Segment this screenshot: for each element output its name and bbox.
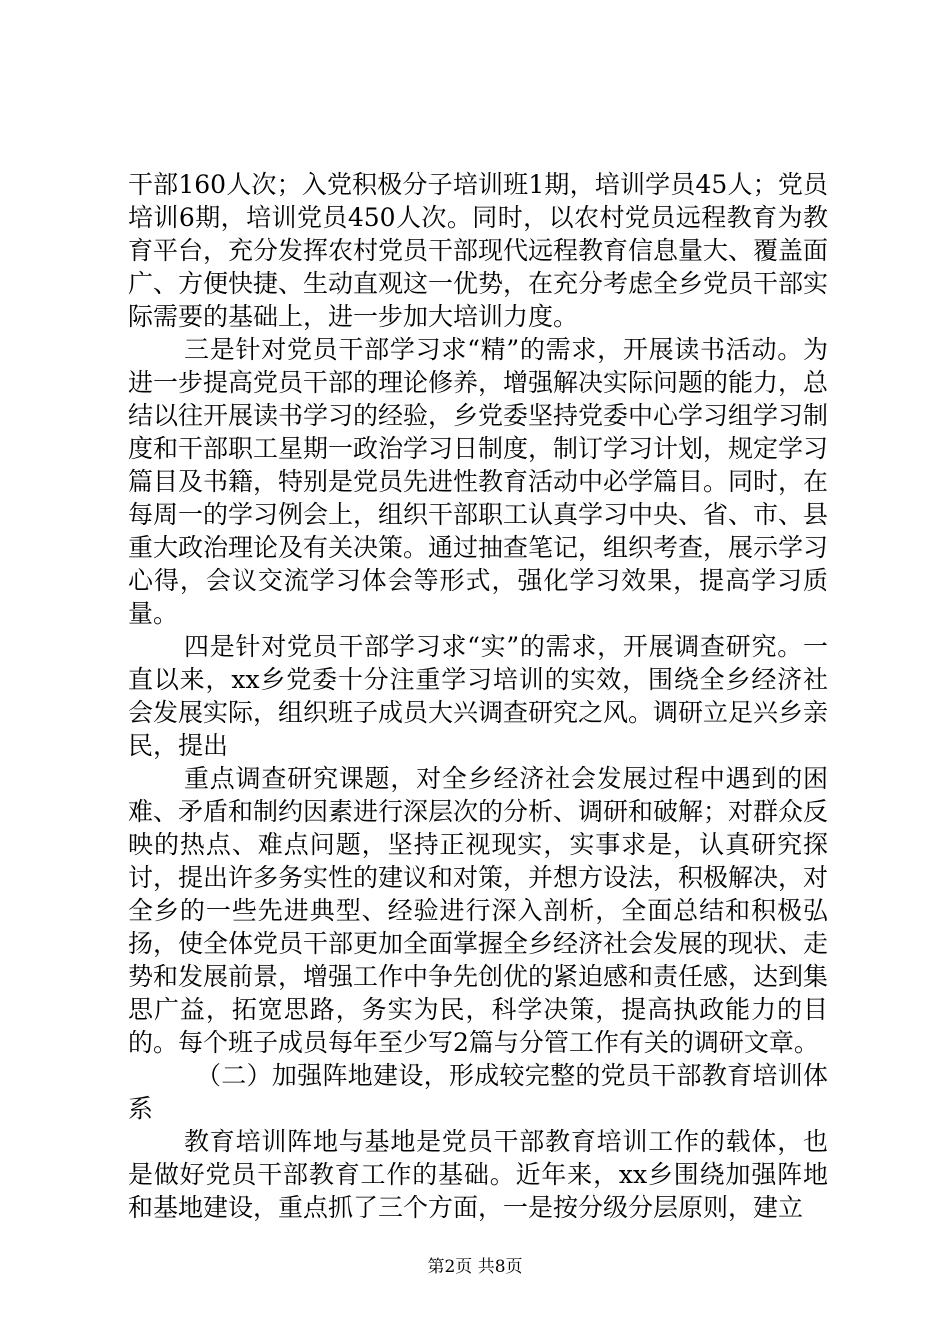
document-body: [128, 168, 828, 1224]
paragraph-base-building: 教育培训阵地与基地是党员干部教育培训工作的载体，也是做好党员干部教育工作的基础。近年来，xx乡围绕加强阵地和基地建设，重点抓了三个方面，一是按分级分层原则，建立: [128, 1127, 828, 1222]
paragraph-training-stats: 干部160人次；入党积极分子培训班1期，培训学员45人；党员培训6期，培训党员450人次。同时，以农村党员远程教育为教育平台，充分发挥农村党员干部现代远程教育信息量大、覆盖面广、方便快捷、生动直观这一优势，在充分考虑全乡党员干部实际需要的基础上，进一步加大培训力度。: [128, 170, 829, 331]
paragraph-research-topics: 重点调查研究课题，对全乡经济社会发展过程中遇到的困难、矛盾和制约因素进行深层次的分析、调研和破解；对群众反映的热点、难点问题，坚持正视现实，实事求是，认真研究探讨，提出许多务实性的建议和对策，并想方设法，积极解决，对全乡的一些先进典型、经验进行深入剖析，全面总结和积极弘扬，使全体党员干部更加全面掌握全乡经济社会发展的现状、走势和发展前景，增强工作中争先创优的紧迫感和责任感，达到集思广益，拓宽思路，务实为民，科学决策，提高执政能力的目的。每个班子成员每年至少写2篇与分管工作有关的调研文章。: [128, 764, 829, 1057]
section-heading-base-building: （二）加强阵地建设，形成较完整的党员干部教育培训体系: [128, 1061, 828, 1123]
paragraph-reading-activity: 三是针对党员干部学习求“精”的需求，开展读书活动。为进一步提高党员干部的理论修养，增强解决实际问题的能力，总结以往开展读书学习的经验，乡党委坚持党委中心学习组学习制度和干部职工星期一政治学习日制度，制订学习计划，规定学习篇目及书籍，特别是党员先进性教育活动中必学篇目。同时，在每周一的学习例会上，组织干部职工认真学习中央、省、市、县重大政治理论及有关决策。通过抽查笔记，组织考查，展示学习心得，会议交流学习体会等形式，强化学习效果，提高学习质量。: [128, 335, 829, 628]
paragraph-research-intro: 四是针对党员干部学习求“实”的需求，开展调查研究。一直以来，xx乡党委十分注重学习培训的实效，围绕全乡经济社会发展实际，组织班子成员大兴调查研究之风。调研立足兴乡亲民，提出: [128, 632, 829, 760]
page-number-footer: 第2页 共8页: [427, 1257, 523, 1277]
